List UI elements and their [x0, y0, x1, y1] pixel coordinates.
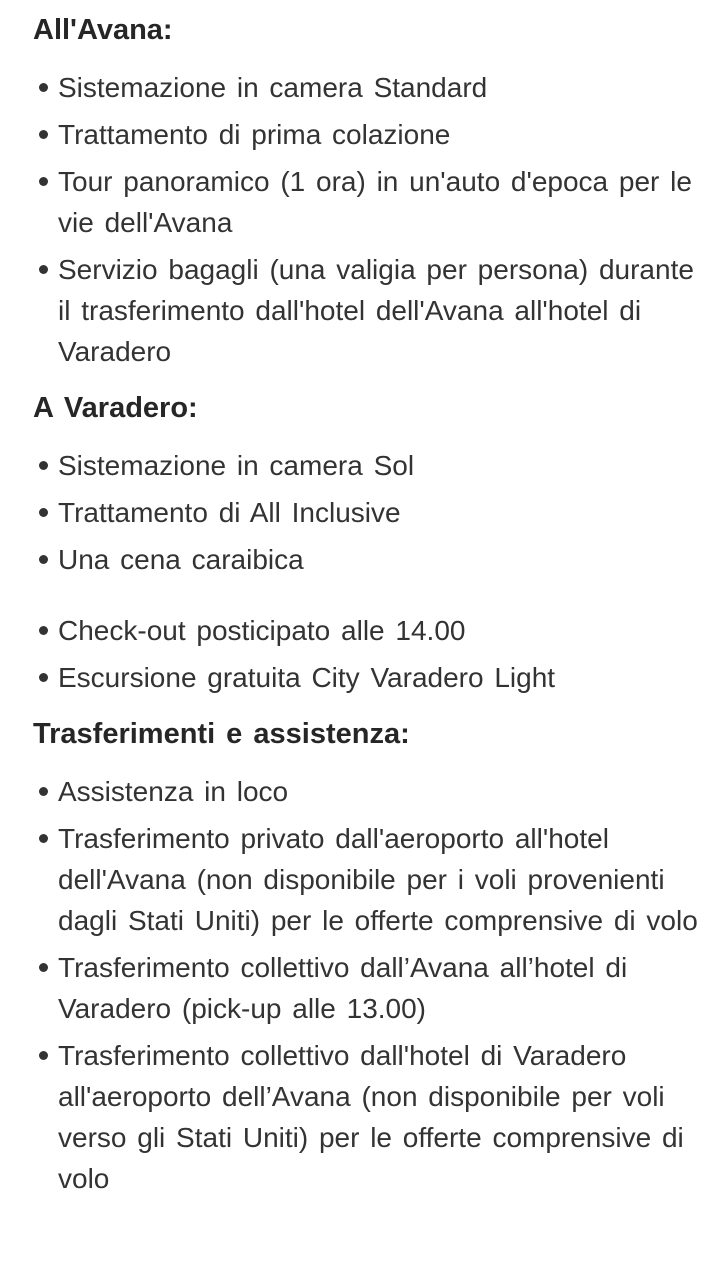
package-section [33, 388, 700, 698]
list-item-text: Assistenza in loco [58, 776, 289, 807]
bullet-icon [39, 555, 48, 564]
benefits-list [33, 67, 700, 372]
list-item [33, 67, 700, 108]
benefits-list [33, 771, 700, 1199]
list-item [33, 492, 700, 533]
sections-host [33, 10, 700, 1199]
list-item-text: Escursione gratuita City Varadero Light [58, 662, 556, 693]
list-item-text: Servizio bagagli (una valigia per persona) durante il trasferimento dall'hotel dell'Avana all'hotel di Varadero [58, 254, 694, 367]
section-heading: Trasferimenti e assistenza: [33, 718, 410, 750]
list-item-text: Trattamento di prima colazione [58, 119, 451, 150]
bullet-icon [39, 177, 48, 186]
bullet-icon [39, 130, 48, 139]
benefits-list [33, 445, 700, 580]
bullet-icon [39, 963, 48, 972]
list-item-text: Trasferimento collettivo dall’Avana all’hotel di Varadero (pick-up alle 13.00) [58, 952, 628, 1024]
list-item [33, 161, 700, 243]
list-item [33, 657, 700, 698]
benefits-list [33, 610, 700, 698]
list-item [33, 1035, 700, 1199]
list-item [33, 445, 700, 486]
list-item-text: Una cena caraibica [58, 544, 304, 575]
section-heading: All'Avana: [33, 14, 173, 46]
bullet-icon [39, 508, 48, 517]
bullet-icon [39, 673, 48, 682]
bullet-icon [39, 626, 48, 635]
list-item [33, 818, 700, 941]
bullet-icon [39, 265, 48, 274]
bullet-icon [39, 83, 48, 92]
list-item-text: Trasferimento collettivo dall'hotel di Varadero all'aeroporto dell’Avana (non disponibile per voli verso gli Stati Uniti) per le offerte comprensive di volo [58, 1040, 684, 1194]
package-section [33, 10, 700, 372]
list-item [33, 947, 700, 1029]
list-item-text: Sistemazione in camera Sol [58, 450, 415, 481]
list-item-text: Tour panoramico (1 ora) in un'auto d'epoca per le vie dell'Avana [58, 166, 692, 238]
list-item [33, 610, 700, 651]
list-item-text: Sistemazione in camera Standard [58, 72, 488, 103]
list-item [33, 539, 700, 580]
list-item-text: Trasferimento privato dall'aeroporto all'hotel dell'Avana (non disponibile per i voli provenienti dagli Stati Uniti) per le offerte comprensive di volo [58, 823, 698, 936]
package-section [33, 714, 700, 1199]
list-item-text: Check-out posticipato alle 14.00 [58, 615, 466, 646]
section-heading: A Varadero: [33, 392, 198, 424]
bullet-icon [39, 787, 48, 796]
bullet-icon [39, 1051, 48, 1060]
list-item-text: Trattamento di All Inclusive [58, 497, 401, 528]
list-item [33, 771, 700, 812]
bullet-icon [39, 834, 48, 843]
list-item [33, 249, 700, 372]
list-item [33, 114, 700, 155]
bullet-icon [39, 461, 48, 470]
